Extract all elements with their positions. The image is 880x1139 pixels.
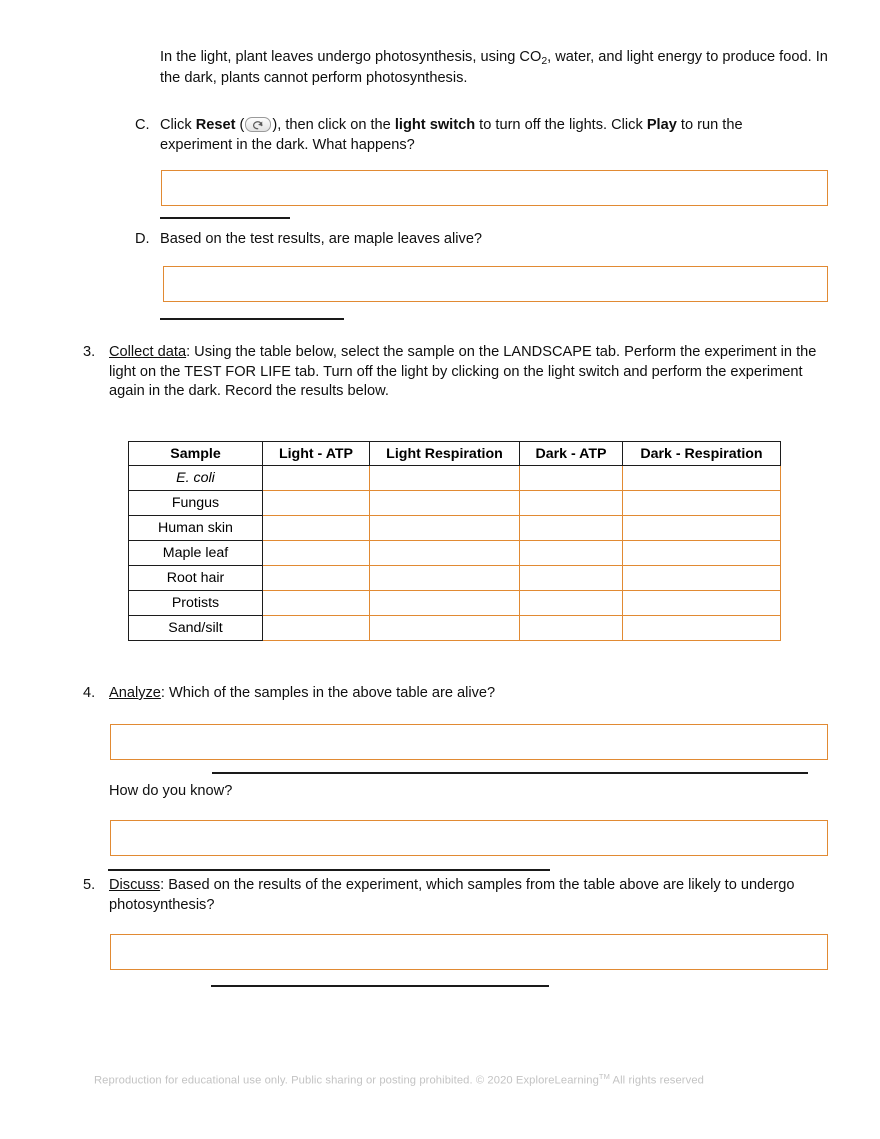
table-cell-dark-respiration[interactable] — [623, 541, 781, 566]
item-d — [135, 230, 795, 250]
item-4-follow-up: How do you know? — [109, 783, 233, 799]
table-cell-light-respiration[interactable] — [370, 616, 520, 641]
table-row — [129, 566, 781, 591]
item-5-text: : Based on the results of the experiment, which samples from the table above are likely to undergo photosynthesis? — [109, 877, 795, 913]
table-cell-light-respiration[interactable] — [370, 466, 520, 491]
co2-subscript: 2 — [541, 55, 548, 67]
table-cell-light-atp[interactable] — [263, 466, 370, 491]
table-cell-light-atp[interactable] — [263, 541, 370, 566]
item-5 — [83, 876, 835, 915]
item-c-text-3: ), then click on the — [272, 117, 395, 133]
table-cell-sample: Protists — [129, 591, 263, 616]
item-4-body — [109, 684, 835, 704]
table-cell-light-respiration[interactable] — [370, 566, 520, 591]
answer-rule-4a — [212, 772, 808, 774]
table-cell-light-respiration[interactable] — [370, 516, 520, 541]
table-cell-light-atp[interactable] — [263, 591, 370, 616]
table-cell-dark-respiration[interactable] — [623, 516, 781, 541]
item-d-marker: D. — [135, 231, 150, 247]
item-c-text-4: to turn off the lights. Click — [475, 117, 647, 133]
table-cell-dark-respiration[interactable] — [623, 616, 781, 641]
item-c — [135, 116, 795, 155]
item-4 — [83, 684, 835, 704]
table-cell-dark-atp[interactable] — [520, 566, 623, 591]
table-cell-light-respiration[interactable] — [370, 541, 520, 566]
table-cell-dark-atp[interactable] — [520, 491, 623, 516]
reset-icon[interactable] — [245, 117, 271, 132]
item-c-reset-label: Reset — [195, 117, 236, 133]
item-c-text-5: to run the experiment in the dark. What happens? — [160, 117, 743, 153]
answer-rule-c — [160, 217, 290, 219]
table-header-sample: Sample — [129, 442, 263, 466]
table-cell-sample: E. coli — [129, 466, 263, 491]
table-cell-dark-atp[interactable] — [520, 466, 623, 491]
item-3-body — [109, 343, 835, 402]
table-row — [129, 466, 781, 491]
table-cell-dark-respiration[interactable] — [623, 591, 781, 616]
answer-rule-d — [160, 318, 344, 320]
item-3-text: : Using the table below, select the sample on the LANDSCAPE tab. Perform the experiment in the light on the TEST FOR LIFE tab. Turn off the light by clicking on the light switch and perform the experiment again in the dark. Record the results below. — [109, 344, 817, 400]
table-cell-dark-respiration[interactable] — [623, 491, 781, 516]
answer-box-d[interactable] — [163, 266, 828, 302]
item-c-light-switch-label: light switch — [394, 117, 476, 133]
table-cell-dark-atp[interactable] — [520, 541, 623, 566]
table-header-dark-atp: Dark - ATP — [520, 442, 623, 466]
table-cell-light-atp[interactable] — [263, 516, 370, 541]
item-c-marker: C. — [135, 117, 150, 133]
footer-text-after-tm: All rights reserved — [609, 1074, 704, 1087]
item-4-marker: 4. — [83, 685, 96, 701]
table-header-light-respiration: Light Respiration — [370, 442, 520, 466]
footer-text-before-tm: Reproduction for educational use only. Public sharing or posting prohibited. © 2020 ExploreLearning — [94, 1074, 599, 1087]
table-header-light-atp: Light - ATP — [263, 442, 370, 466]
table-header-row — [129, 442, 781, 466]
table-cell-dark-respiration[interactable] — [623, 566, 781, 591]
item-4-text: : Which of the samples in the above table are alive? — [160, 685, 496, 701]
answer-box-5[interactable] — [110, 934, 828, 970]
item-c-text-1: Click — [160, 117, 196, 133]
answer-rule-4b — [108, 869, 550, 871]
table-cell-light-respiration[interactable] — [370, 491, 520, 516]
table-header-dark-respiration: Dark - Respiration — [623, 442, 781, 466]
table-row — [129, 591, 781, 616]
table-cell-light-respiration[interactable] — [370, 591, 520, 616]
table-cell-sample: Human skin — [129, 516, 263, 541]
intro-text-after-co2: , water, and light energy to produce food. In the dark, plants cannot perform photosynthesis. — [160, 49, 828, 86]
item-d-text: Based on the test results, are maple leaves alive? — [160, 231, 483, 247]
item-5-underlined-label: Discuss — [109, 877, 161, 893]
intro-paragraph — [160, 48, 828, 88]
table-row — [129, 616, 781, 641]
table-cell-dark-atp[interactable] — [520, 516, 623, 541]
answer-box-c[interactable] — [161, 170, 828, 206]
item-4-underlined-label: Analyze — [109, 685, 161, 701]
page-footer — [94, 1072, 794, 1087]
table-cell-light-atp[interactable] — [263, 491, 370, 516]
table-cell-sample: Fungus — [129, 491, 263, 516]
answer-rule-5 — [211, 985, 549, 987]
table-cell-sample: Root hair — [129, 566, 263, 591]
table-row — [129, 516, 781, 541]
item-3-marker: 3. — [83, 344, 96, 360]
table-row — [129, 541, 781, 566]
answer-box-4b[interactable] — [110, 820, 828, 856]
results-table — [128, 441, 781, 641]
table-cell-light-atp[interactable] — [263, 566, 370, 591]
answer-box-4a[interactable] — [110, 724, 828, 760]
item-c-play-label: Play — [646, 117, 677, 133]
table-cell-dark-atp[interactable] — [520, 591, 623, 616]
table-cell-sample: Maple leaf — [129, 541, 263, 566]
item-3-underlined-label: Collect data — [109, 344, 187, 360]
item-5-marker: 5. — [83, 877, 96, 893]
table-cell-sample: Sand/silt — [129, 616, 263, 641]
table-cell-light-atp[interactable] — [263, 616, 370, 641]
table-cell-dark-respiration[interactable] — [623, 466, 781, 491]
item-5-body — [109, 876, 835, 915]
item-3 — [83, 343, 835, 402]
footer-trademark-symbol: TM — [598, 1072, 610, 1081]
table-row — [129, 491, 781, 516]
table-cell-dark-atp[interactable] — [520, 616, 623, 641]
intro-text-before-co2: In the light, plant leaves undergo photosynthesis, using CO — [160, 49, 542, 65]
item-c-body — [160, 116, 795, 155]
item-c-text-2: ( — [235, 117, 245, 133]
